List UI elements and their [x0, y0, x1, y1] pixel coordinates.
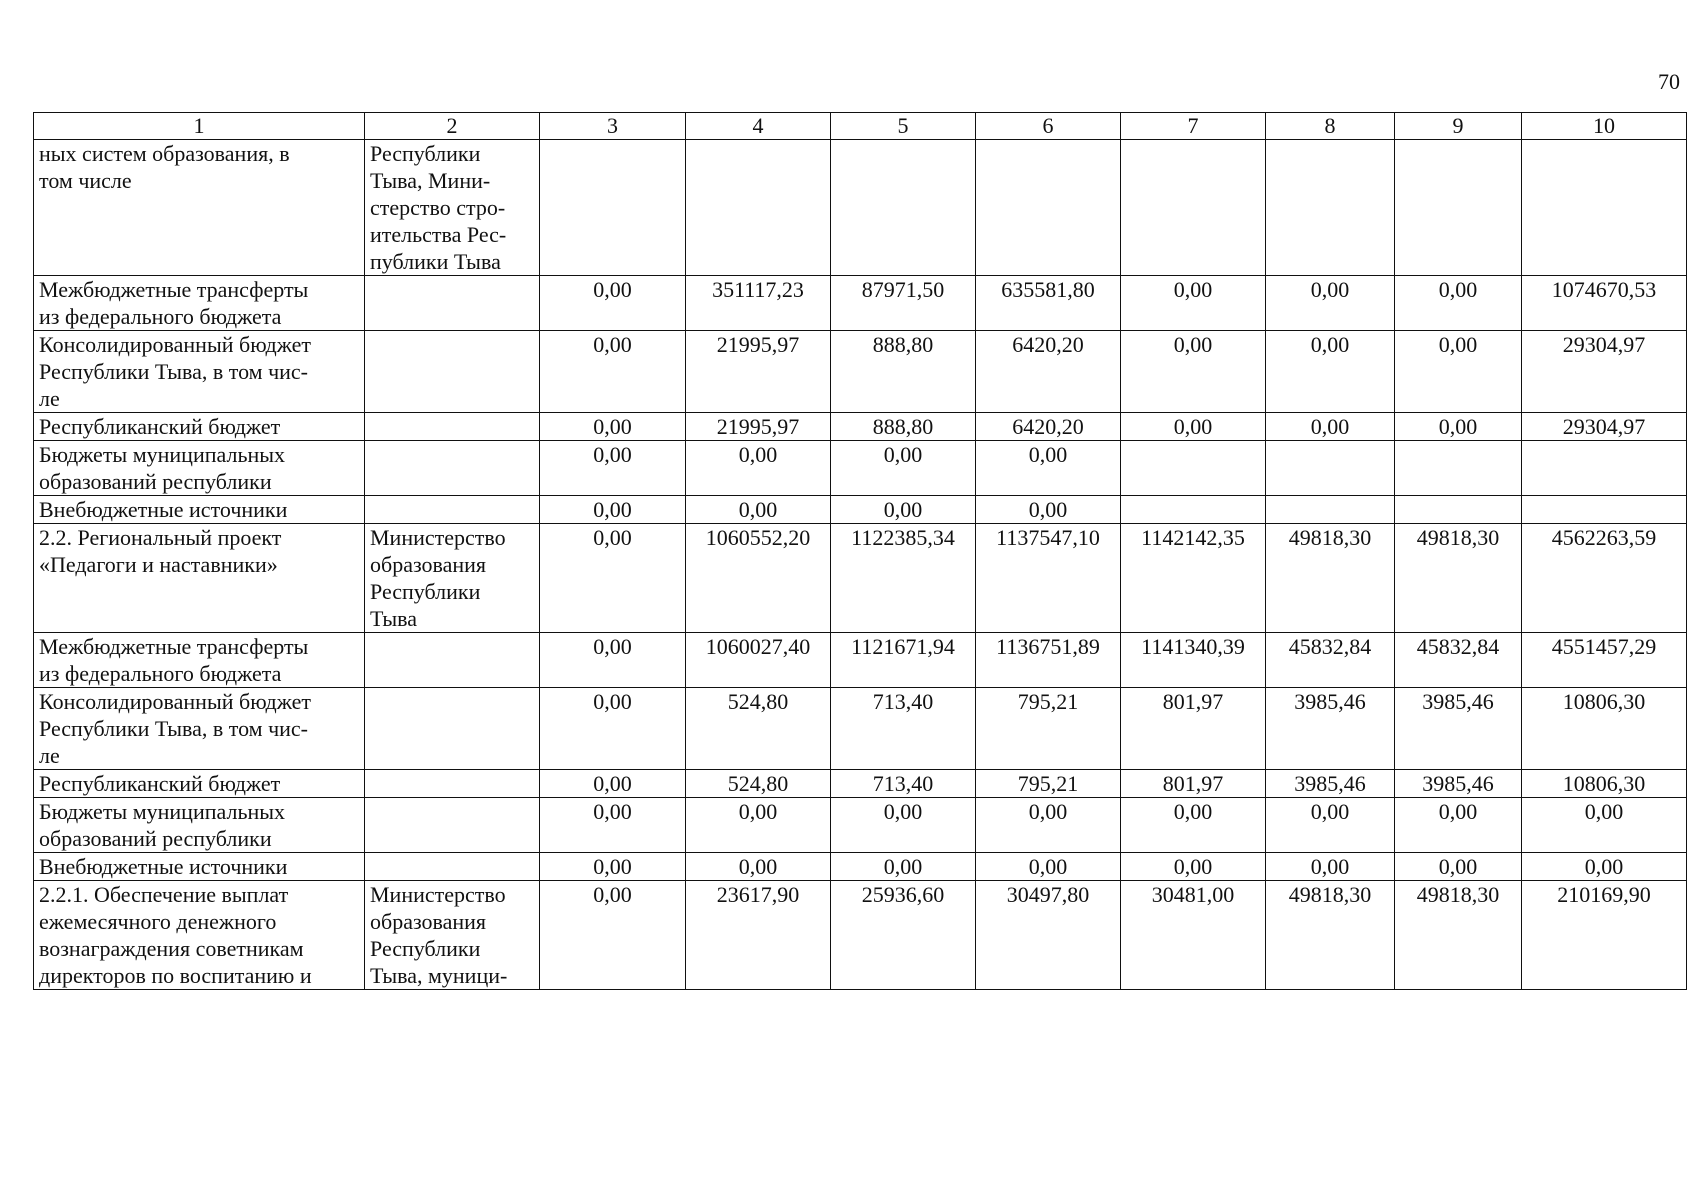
table-row [34, 798, 1687, 853]
row-executor-cell: Министерство образования Республики Тыва [365, 524, 540, 633]
value-cell-col-6: 795,21 [976, 688, 1121, 770]
page-number: 70 [1658, 69, 1680, 94]
value-cell-col-8: 0,00 [1266, 331, 1395, 413]
value-cell-col-4: 1060027,40 [686, 633, 831, 688]
value-cell-col-7: 0,00 [1121, 331, 1266, 413]
table-row [34, 770, 1687, 798]
table-row [34, 881, 1687, 990]
row-name-cell: Межбюджетные трансферты из федерального бюджета [34, 633, 365, 688]
value-cell-col-9 [1395, 441, 1522, 496]
row-name-cell: ных систем образования, в том числе [34, 140, 365, 276]
value-cell-col-9: 49818,30 [1395, 524, 1522, 633]
value-cell-col-9: 49818,30 [1395, 881, 1522, 990]
value-cell-col-5: 1122385,34 [831, 524, 976, 633]
value-cell-col-10 [1522, 140, 1687, 276]
row-executor-cell [365, 770, 540, 798]
value-cell-col-4: 21995,97 [686, 413, 831, 441]
row-name-cell: Внебюджетные источники [34, 853, 365, 881]
value-cell-col-8: 49818,30 [1266, 524, 1395, 633]
value-cell-col-6: 795,21 [976, 770, 1121, 798]
value-cell-col-5: 0,00 [831, 853, 976, 881]
value-cell-col-3: 0,00 [540, 881, 686, 990]
value-cell-col-5: 888,80 [831, 331, 976, 413]
value-cell-col-10: 1074670,53 [1522, 276, 1687, 331]
row-executor-cell [365, 496, 540, 524]
value-cell-col-8: 3985,46 [1266, 770, 1395, 798]
value-cell-col-10: 210169,90 [1522, 881, 1687, 990]
row-executor-cell [365, 276, 540, 331]
row-name-cell: Консолидированный бюджет Республики Тыва, в том чис- ле [34, 331, 365, 413]
value-cell-col-10: 0,00 [1522, 853, 1687, 881]
row-name-cell: 2.2.1. Обеспечение выплат ежемесячного денежного вознаграждения советникам директоров по воспитанию и [34, 881, 365, 990]
value-cell-col-6: 0,00 [976, 441, 1121, 496]
value-cell-col-8: 0,00 [1266, 798, 1395, 853]
row-executor-cell [365, 798, 540, 853]
column-header: 5 [831, 113, 976, 140]
value-cell-col-5: 888,80 [831, 413, 976, 441]
value-cell-col-8: 0,00 [1266, 413, 1395, 441]
column-header: 9 [1395, 113, 1522, 140]
value-cell-col-6: 6420,20 [976, 331, 1121, 413]
value-cell-col-3: 0,00 [540, 770, 686, 798]
value-cell-col-5: 0,00 [831, 496, 976, 524]
value-cell-col-6: 30497,80 [976, 881, 1121, 990]
value-cell-col-9: 0,00 [1395, 331, 1522, 413]
value-cell-col-5: 713,40 [831, 770, 976, 798]
value-cell-col-10: 4551457,29 [1522, 633, 1687, 688]
value-cell-col-4: 21995,97 [686, 331, 831, 413]
row-executor-cell [365, 853, 540, 881]
column-header: 4 [686, 113, 831, 140]
value-cell-col-9 [1395, 140, 1522, 276]
row-name-cell: Внебюджетные источники [34, 496, 365, 524]
table-row [34, 331, 1687, 413]
value-cell-col-4: 0,00 [686, 798, 831, 853]
value-cell-col-5 [831, 140, 976, 276]
value-cell-col-4: 23617,90 [686, 881, 831, 990]
row-executor-cell: Республики Тыва, Мини- стерство стро- ительства Рес- публики Тыва [365, 140, 540, 276]
value-cell-col-4: 524,80 [686, 770, 831, 798]
value-cell-col-3: 0,00 [540, 688, 686, 770]
value-cell-col-3: 0,00 [540, 276, 686, 331]
table-row [34, 276, 1687, 331]
value-cell-col-5: 87971,50 [831, 276, 976, 331]
value-cell-col-5: 25936,60 [831, 881, 976, 990]
value-cell-col-3: 0,00 [540, 413, 686, 441]
value-cell-col-8: 49818,30 [1266, 881, 1395, 990]
value-cell-col-6: 1136751,89 [976, 633, 1121, 688]
column-header: 7 [1121, 113, 1266, 140]
value-cell-col-3: 0,00 [540, 633, 686, 688]
value-cell-col-10: 10806,30 [1522, 770, 1687, 798]
value-cell-col-7: 30481,00 [1121, 881, 1266, 990]
column-header: 3 [540, 113, 686, 140]
value-cell-col-9: 0,00 [1395, 853, 1522, 881]
value-cell-col-9: 45832,84 [1395, 633, 1522, 688]
value-cell-col-10: 4562263,59 [1522, 524, 1687, 633]
row-name-cell: Консолидированный бюджет Республики Тыва, в том чис- ле [34, 688, 365, 770]
table-row [34, 524, 1687, 633]
value-cell-col-8: 0,00 [1266, 853, 1395, 881]
value-cell-col-7: 0,00 [1121, 413, 1266, 441]
table-row [34, 441, 1687, 496]
row-name-cell: 2.2. Региональный проект «Педагоги и наставники» [34, 524, 365, 633]
value-cell-col-4: 1060552,20 [686, 524, 831, 633]
value-cell-col-10 [1522, 496, 1687, 524]
table-row [34, 140, 1687, 276]
row-executor-cell [365, 413, 540, 441]
table-row [34, 853, 1687, 881]
value-cell-col-8 [1266, 140, 1395, 276]
budget-table [33, 112, 1687, 990]
row-name-cell: Бюджеты муниципальных образований республики [34, 441, 365, 496]
value-cell-col-4: 0,00 [686, 853, 831, 881]
row-executor-cell [365, 331, 540, 413]
column-header: 8 [1266, 113, 1395, 140]
row-executor-cell: Министерство образования Республики Тыва, муници- [365, 881, 540, 990]
value-cell-col-6: 635581,80 [976, 276, 1121, 331]
value-cell-col-7: 0,00 [1121, 276, 1266, 331]
value-cell-col-7 [1121, 140, 1266, 276]
table-row [34, 688, 1687, 770]
value-cell-col-3 [540, 140, 686, 276]
value-cell-col-8 [1266, 441, 1395, 496]
value-cell-col-7: 0,00 [1121, 853, 1266, 881]
header-row [34, 113, 1687, 140]
row-name-cell: Республиканский бюджет [34, 413, 365, 441]
row-executor-cell [365, 441, 540, 496]
value-cell-col-5: 0,00 [831, 798, 976, 853]
value-cell-col-8: 3985,46 [1266, 688, 1395, 770]
value-cell-col-6: 6420,20 [976, 413, 1121, 441]
value-cell-col-4: 351117,23 [686, 276, 831, 331]
value-cell-col-7: 801,97 [1121, 688, 1266, 770]
value-cell-col-5: 1121671,94 [831, 633, 976, 688]
value-cell-col-6: 0,00 [976, 853, 1121, 881]
value-cell-col-9: 3985,46 [1395, 688, 1522, 770]
table-header [34, 113, 1687, 140]
value-cell-col-7: 0,00 [1121, 798, 1266, 853]
value-cell-col-10: 29304,97 [1522, 413, 1687, 441]
value-cell-col-4 [686, 140, 831, 276]
value-cell-col-8: 0,00 [1266, 276, 1395, 331]
value-cell-col-3: 0,00 [540, 496, 686, 524]
value-cell-col-4: 0,00 [686, 441, 831, 496]
value-cell-col-6 [976, 140, 1121, 276]
column-header: 10 [1522, 113, 1687, 140]
value-cell-col-9: 0,00 [1395, 276, 1522, 331]
value-cell-col-10: 29304,97 [1522, 331, 1687, 413]
value-cell-col-7: 1142142,35 [1121, 524, 1266, 633]
row-name-cell: Бюджеты муниципальных образований республики [34, 798, 365, 853]
value-cell-col-3: 0,00 [540, 798, 686, 853]
row-name-cell: Республиканский бюджет [34, 770, 365, 798]
value-cell-col-7: 1141340,39 [1121, 633, 1266, 688]
value-cell-col-9: 0,00 [1395, 413, 1522, 441]
column-header: 1 [34, 113, 365, 140]
table-row [34, 496, 1687, 524]
row-name-cell: Межбюджетные трансферты из федерального бюджета [34, 276, 365, 331]
value-cell-col-8: 45832,84 [1266, 633, 1395, 688]
value-cell-col-3: 0,00 [540, 524, 686, 633]
value-cell-col-7 [1121, 496, 1266, 524]
table-row [34, 633, 1687, 688]
value-cell-col-5: 0,00 [831, 441, 976, 496]
value-cell-col-5: 713,40 [831, 688, 976, 770]
value-cell-col-3: 0,00 [540, 853, 686, 881]
value-cell-col-4: 0,00 [686, 496, 831, 524]
value-cell-col-3: 0,00 [540, 331, 686, 413]
value-cell-col-6: 0,00 [976, 798, 1121, 853]
table-row [34, 413, 1687, 441]
value-cell-col-10: 0,00 [1522, 798, 1687, 853]
table-body [34, 140, 1687, 990]
value-cell-col-4: 524,80 [686, 688, 831, 770]
value-cell-col-6: 0,00 [976, 496, 1121, 524]
column-header: 6 [976, 113, 1121, 140]
value-cell-col-3: 0,00 [540, 441, 686, 496]
value-cell-col-9: 0,00 [1395, 798, 1522, 853]
value-cell-col-8 [1266, 496, 1395, 524]
value-cell-col-10 [1522, 441, 1687, 496]
row-executor-cell [365, 633, 540, 688]
value-cell-col-7: 801,97 [1121, 770, 1266, 798]
value-cell-col-7 [1121, 441, 1266, 496]
value-cell-col-10: 10806,30 [1522, 688, 1687, 770]
column-header: 2 [365, 113, 540, 140]
row-executor-cell [365, 688, 540, 770]
value-cell-col-6: 1137547,10 [976, 524, 1121, 633]
value-cell-col-9 [1395, 496, 1522, 524]
value-cell-col-9: 3985,46 [1395, 770, 1522, 798]
